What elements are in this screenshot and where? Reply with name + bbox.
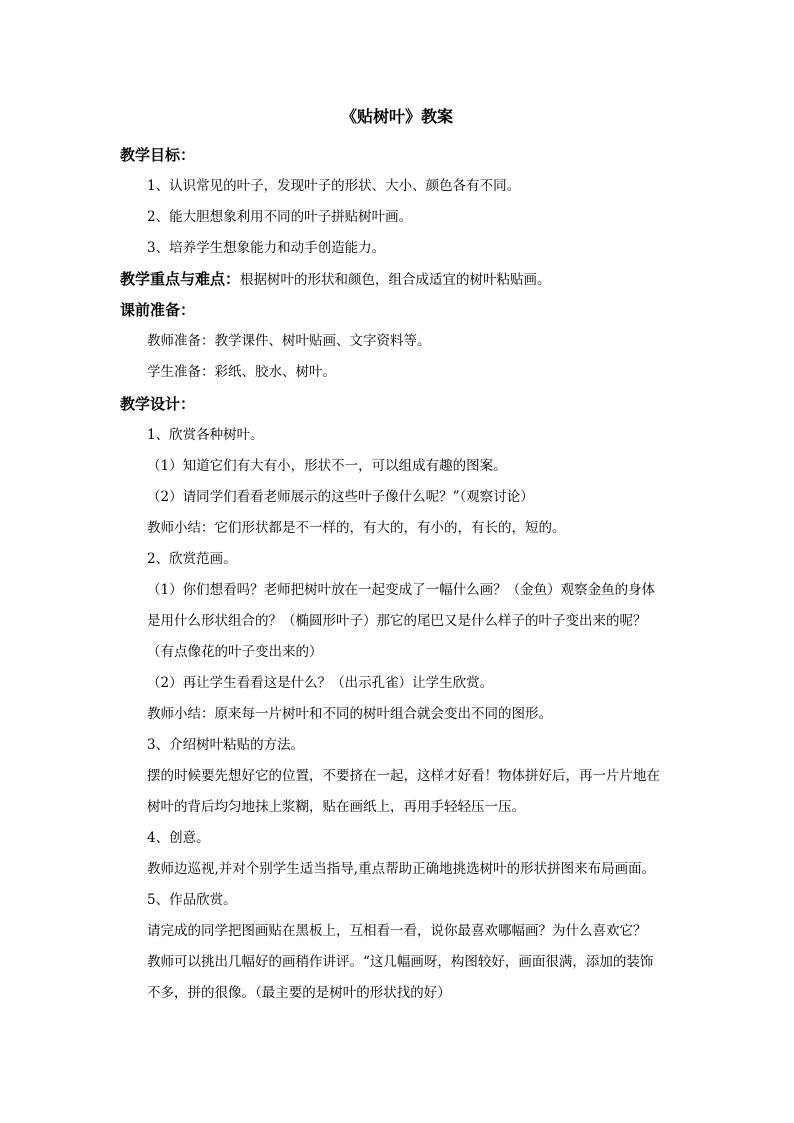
- document-title: 《贴树叶》教案: [340, 107, 453, 126]
- design-line: 4、创意。: [147, 830, 210, 846]
- design-line: （1）知道它们有大有小，形状不一，可以组成有趣的图案。: [147, 458, 507, 474]
- prep-item: 教师准备：教学课件、树叶贴画、文字资料等。: [147, 333, 431, 349]
- design-line: 1、欣赏各种树叶。: [147, 427, 264, 443]
- key-points-line: [120, 270, 551, 289]
- design-line: 2、欣赏范画。: [147, 551, 237, 567]
- goals-heading: 教学目标：: [120, 146, 196, 164]
- design-line: 摆的时候要先想好它的位置，不要挤在一起，这样才好看！物体拼好后，再一片片地在: [147, 768, 660, 784]
- goal-item: 1、认识常见的叶子，发现叶子的形状、大小、颜色各有不同。: [147, 178, 521, 194]
- goal-item: 3、培养学生想象能力和动手创造能力。: [147, 240, 386, 256]
- goal-item: 2、能大胆想象利用不同的叶子拼贴树叶画。: [147, 209, 413, 225]
- key-points-label: 教学重点与难点：: [120, 270, 241, 288]
- design-line: 教师可以挑出几幅好的画稍作讲评。“这几幅画呀，构图较好，画面很满，添加的装饰: [147, 954, 654, 970]
- design-line: 教师小结：原来每一片树叶和不同的树叶组合就会变出不同的图形。: [147, 706, 552, 722]
- design-line: 教师边巡视,并对个别学生适当指导,重点帮助正确地挑选树叶的形状拼图来布局画面。: [147, 861, 656, 877]
- prep-item: 学生准备：彩纸、胶水、树叶。: [147, 364, 336, 380]
- design-line: （2）再让学生看看这是什么？（出示孔雀）让学生欣赏。: [147, 675, 494, 691]
- design-line: （1）你们想看吗？老师把树叶放在一起变成了一幅什么画？（金鱼）观察金鱼的身体: [147, 582, 656, 598]
- design-line: 3、介绍树叶粘贴的方法。: [147, 737, 305, 753]
- design-heading: 教学设计：: [120, 395, 196, 413]
- design-line: 请完成的同学把图画贴在黑板上，互相看一看，说你最喜欢哪幅画？为什么喜欢它？: [147, 923, 647, 939]
- design-line: 是用什么形状组合的？（椭圆形叶子）那它的尾巴又是什么样子的叶子变出来的呢？: [147, 613, 647, 629]
- design-line: （有点像花的叶子变出来的）: [147, 644, 323, 660]
- design-line: 不多，拼的很像。（最主要的是树叶的形状找的好）: [147, 985, 451, 1001]
- key-points-text: 根据树叶的形状和颜色，组合成适宜的树叶粘贴画。: [240, 272, 551, 288]
- design-line: 教师小结：它们形状都是不一样的，有大的，有小的，有长的，短的。: [147, 520, 566, 536]
- design-line: 5、作品欣赏。: [147, 892, 237, 908]
- prep-heading: 课前准备：: [120, 301, 196, 319]
- design-line: 树叶的背后均匀地抹上浆糊，贴在画纸上，再用手轻轻压一压。: [147, 799, 525, 815]
- design-line: （2）请同学们看看老师展示的这些叶子像什么呢？”（观察讨论）: [147, 489, 534, 505]
